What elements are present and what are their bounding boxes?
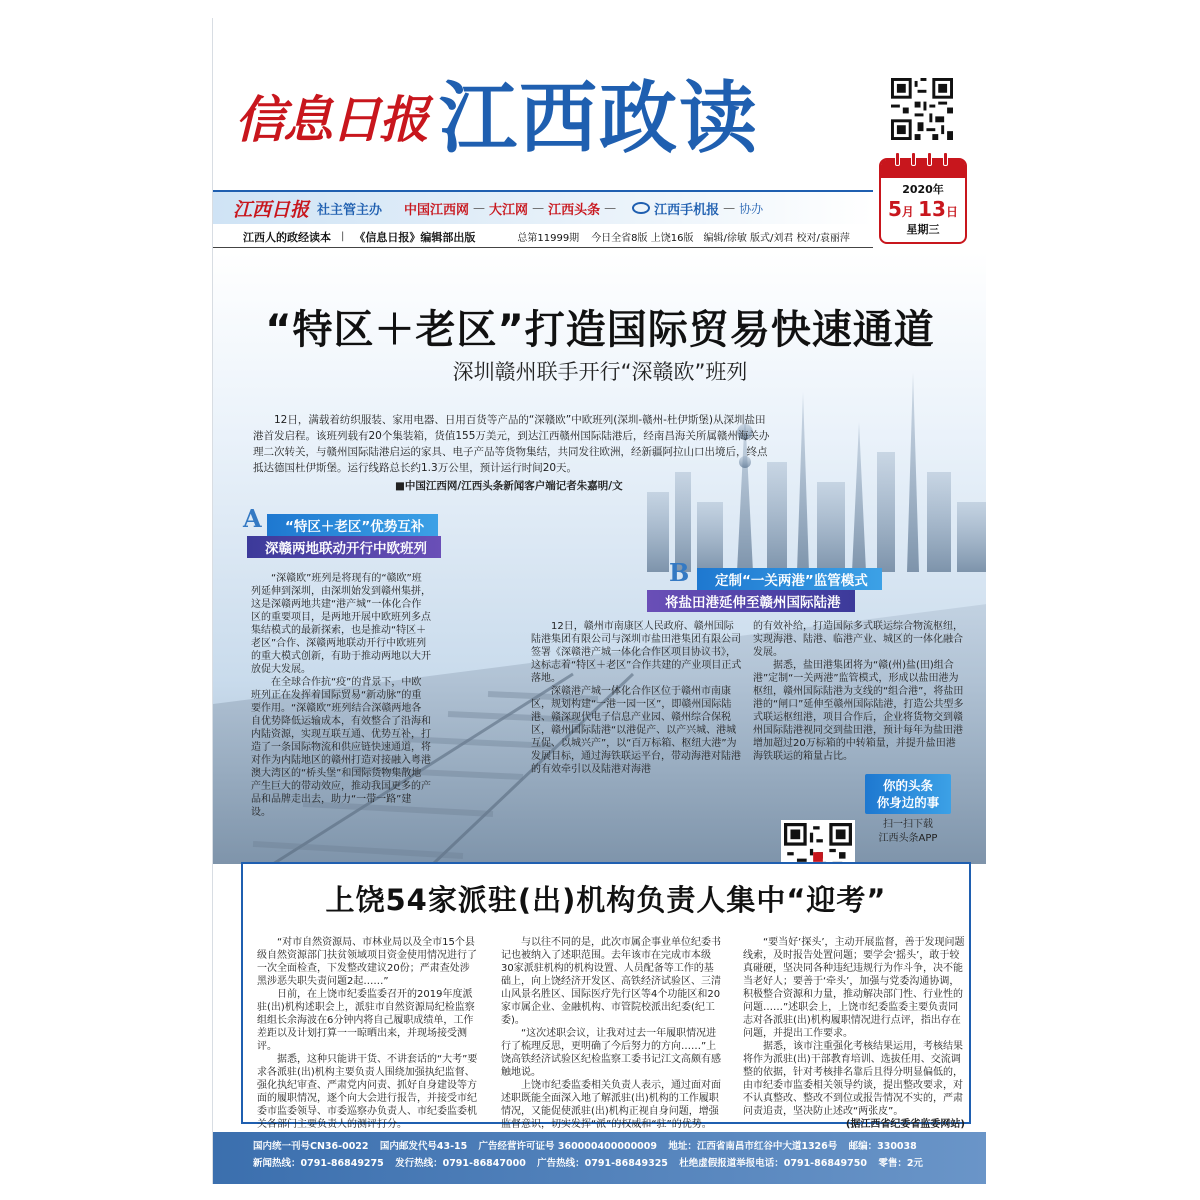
paragraph: 与以往不同的是，此次市属企事业单位纪委书记也被纳入了述职范围。去年该市在完成市本级30家派驻机构的机构设置、人员配备等工作的基础上，向上饶经济开发区、高铁经济试验区、三清山风景名胜区、国际医疗先行区等4个功能区和20家市属企业、金融机构、市管院校派出纪委(纪工委)。 [501,937,721,1026]
section-b-subtitle: 将盐田港延伸至赣州国际陆港 [647,590,855,612]
partner-bar: 江西日报 社主管主办 中国江西网 — 大江网 — 江西头条 — 江西手机报 — 协办 [213,190,873,224]
staff-credits: 编辑/徐敏 版式/刘君 校对/袁丽萍 [703,233,850,244]
paragraph: 上饶市纪委监委相关负责人表示，通过面对面述职既能全面深入地了解派驻(出)机构的工作履职情况，又能促使派驻(出)机构正视自身问题，增强监督意识，切实发挥“派”的权威和“驻”的优势。 [501,1080,721,1130]
issue-number: 总第11999期 [517,233,580,244]
date-calendar [879,158,967,244]
section-a-subtitle: 深赣两地联动开行中欧班列 [247,536,441,558]
second-article-col3 [743,936,965,1131]
qr-code-icon[interactable] [891,78,953,140]
section-b-letter: B [669,558,690,587]
slogan: 江西人的政经读本 [243,230,331,244]
paragraph: 据悉，这种只能讲干货、不讲套话的“大考”要求各派驻(出)机构主要负责人围绕加强执纪监督、强化执纪审查、严肃党内问责、抓好自身建设等方面的履职情况，逐个向大会进行报告，并接受市纪委市监委领导、市委巡察办负责人、市纪委监委机关各部门主要负责人的测评打分。 [257,1054,478,1130]
paragraph: 深赣港产城一体化合作区位于赣州市南康区，规划构建“一港一园一区”，即赣州国际陆港、赣深现代电子信息产业园、赣州综合保税区，赣州国际陆港“以港促产、以产兴城、港城互促、以城兴产”，以“百万标箱、枢纽大港”为发展目标，通过海铁联运平台，带动海港对陆港的有效牵引以及陆港对海港 [531,686,741,775]
calendar-date: 5月 13日 [888,197,958,221]
section-a-body [251,572,431,819]
app-qr-code[interactable] [781,820,855,864]
second-article-col1 [257,936,479,1131]
promo-badge: 你的头条 你身边的事 [865,774,951,814]
paragraph: “深赣欧”班列是将现有的“赣欧”班列延伸到深圳，由深圳始发到赣州集拼，这是深赣两地共建“港产城”一体化合作区的重要项目，是两地开展中欧班列多点集结模式的最新探索，也是推动“特区＋老区”合作、深赣两地联动开行中欧班列的重大模式创新，有助于推动两地以大开放促大发展。 [251,573,431,675]
qr-code-icon [784,823,852,864]
editor-label: 《信息日报》编辑部出版 [354,230,476,244]
newspaper-page [212,18,986,1184]
coop-label: 协办 [739,201,764,216]
page-count: 今日全省8版 上饶16版 [591,233,694,244]
promo-caption: 扫一扫下载 江西头条APP [878,819,938,844]
main-subheadline: 深圳赣州联手开行“深赣欧”班列 [452,360,748,384]
second-headline: 上饶54家派驻(出)机构负责人集中“迎考” [325,883,887,917]
paragraph: 12日，赣州市南康区人民政府、赣州国际陆港集团有限公司与深圳市盐田港集团有限公司签署《深赣港产城一体化合作区项目协议书》，这标志着“特区＋老区”合作共建的产业项目正式落地。 [531,621,742,684]
paragraph: 的有效补给，打造国际多式联运综合物流枢纽，实现海港、陆港、临港产业、城区的一体化融合发展。 [753,621,963,658]
footer-line-2: 新闻热线：0791-86849275 发行热线：0791-86847000 广告热线：0791-86849325 杜绝虚假报道举报电话：0791-86849750 零售：2元 [253,1158,923,1169]
jiangxi-daily-logo: 江西日报 [233,198,310,221]
footer-info [213,1132,986,1184]
lead-paragraph: 12日，满载着纺织服装、家用电器、日用百货等产品的“深赣欧”中欧班列(深圳-赣州-杜伊斯堡)从深圳盐田港首发启程。该班列载有20个集装箱，货值155万美元，到达江西赣州国际陆港后，经南昌海关所属赣州海关办理二次转关，与赣州国际陆港启运的家具、电子产品等货物集结，共同发往欧洲，经新疆阿拉山口出境后，终点抵达德国杜伊斯堡。运行线路总长约1.3万公里，预计运行时间20天。 [253,414,770,474]
paper-logo: 信息日报 [235,90,427,149]
paragraph: “要当好‘探头’，主动开展监督，善于发现问题线索，及时报告处置问题；要学会‘摇头’，敢于较真碰硬，坚决同各种违纪违规行为作斗争，决不能当老好人；要善于‘牵头’，加强与党委沟通协调，积极整合资源和力量，推动解决部门性、行业性的问题……”述职会上，上饶市纪委监委主要负责同志对各派驻(出)机构履职情况进行点评，指出存在问题，并提出工作要求。 [743,937,965,1039]
section-b-body-col2 [753,620,965,763]
partner-link-jxtoutiao[interactable]: 江西头条 [548,202,601,218]
issue-info-bar: 江西人的政经读本 | 《信息日报》编辑部出版 总第11999期 今日全省8版 上饶16版 编辑/徐敏 版式/刘君 校对/袁丽萍 [213,226,873,248]
partner-link-dajiang[interactable]: 大江网 [489,202,529,218]
paragraph: 日前，在上饶市纪委监委召开的2019年度派驻(出)机构述职会上，派驻市自然资源局纪检监察组组长余海波在6分钟内将自己履职成绩单，工作差距以及计划打算一一晾晒出来，并现场接受测评。 [257,989,475,1052]
partner-link-mobile[interactable]: 江西手机报 [654,202,720,218]
second-article-col2 [501,936,723,1131]
section-a-title: “特区＋老区”优势互补 [267,514,438,536]
eye-icon [632,202,650,214]
paragraph: 据悉，盐田港集团将为“赣(州)盐(田)组合港”定制“一关两港”监管模式，形成以盐田港为枢纽，赣州国际陆港为支线的“组合港”，将盐田港的“闸口”延伸至赣州国际陆港，打造公共型多式联运枢纽港，项目合作后，企业将货物交到赣州国际陆港视同交到盐田港，预计每年为盐田港增加超过20万标箱的中转箱量，并提升盐田港海铁联运的箱量占比。 [753,660,964,762]
paragraph: 据悉，该市注重强化考核结果运用，考核结果将作为派驻(出)干部教育培训、选拔任用、交流调整的依据，针对考核排名靠后且得分明显偏低的，由市纪委市监委相关领导约谈，提出整改要求，对不认真整改、整改不到位或报告情况不实的，严肃问责追责，坚决防止述改“两张皮”。 [743,1041,963,1117]
main-article [213,252,986,864]
main-headline: “特区＋老区”打造国际贸易快速通道 [265,307,935,353]
section-b-title: 定制“一关两港”监管模式 [697,568,882,590]
paragraph: 在全球合作抗“疫”的背景下，中欧班列正在发挥着国际贸易“新动脉”的重要作用。“深赣欧”班列结合深赣两地各自优势降低运输成本，有效整合了沿海和内陆资源，实现互联互通、优势互补，打造了一条国际物流和供应链快速通道，将对作为内陆地区的赣州打造对接融入粤港澳大湾区的“桥头堡”和国际货物集散地产生巨大的带动效应，推动我国更多的产品和品牌走出去，助力“一带一路”建设。 [251,677,431,818]
section-b-body-col1 [531,620,743,776]
calendar-year: 2020年 [902,183,944,196]
paragraph: “对市自然资源局、市林业局以及全市15个县级自然资源部门扶贫领域项目资金使用情况进行了一次全面检查，下发整改建议20份；严肃查处涉黑涉恶失职失责问题2起……” [257,937,477,987]
host-label: 社主管主办 [317,202,383,218]
calendar-weekday: 星期三 [906,223,940,236]
paragraph: “这次述职会议，让我对过去一年履职情况进行了梳理反思，更明确了今后努力的方向……”上饶高铁经济试验区纪检监察工委书记江文高颇有感触地说。 [501,1028,721,1078]
footer-line-1: 国内统一刊号CN36-0022 国内邮发代号43-15 广告经营许可证号 360000400000009 地址：江西省南昌市红谷中大道1326号 邮编：330038 [253,1141,917,1152]
section-a-letter: A [243,504,262,533]
article-source: (据江西省纪委省监委网站) [845,1119,965,1130]
partner-link-chinajx[interactable]: 中国江西网 [404,202,470,218]
byline: ■中国江西网/江西头条新闻客户端记者朱嘉明/文 [395,480,623,492]
second-article [241,862,971,1130]
section-title: 江西政读 [439,73,760,164]
